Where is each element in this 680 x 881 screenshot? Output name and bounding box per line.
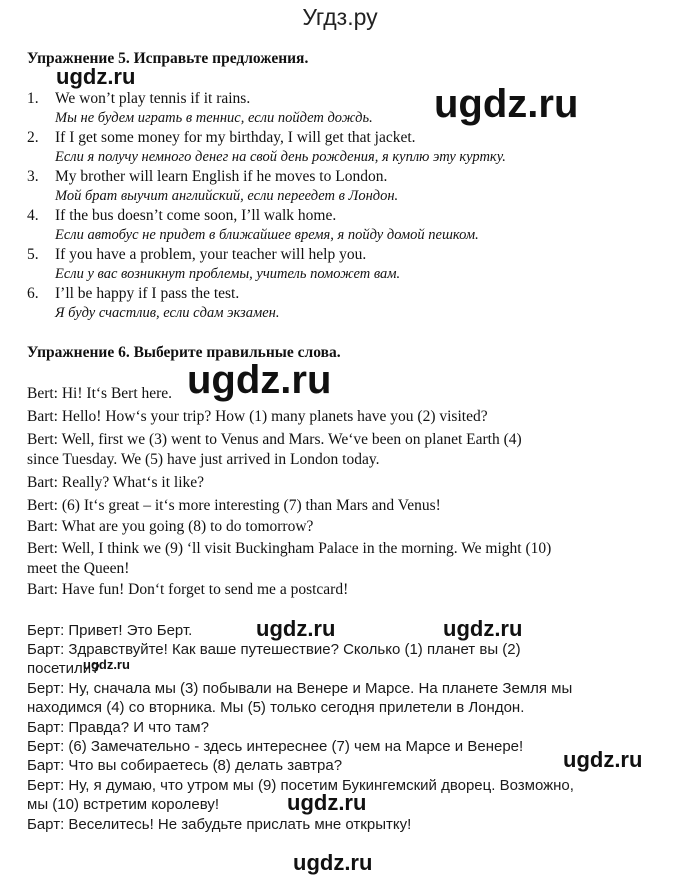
dialogue-line-english: Bart: What are you going (8) to do tomorrow? [27, 518, 314, 535]
site-header: Угдз.ру [302, 4, 378, 30]
dialogue-line-english: Bert: (6) It‘s great – it‘s more interesting (7) than Mars and Venus! [27, 497, 441, 514]
exercise-5-title: Упражнение 5. Исправьте предложения. [27, 50, 309, 67]
watermark: ugdz.ru [56, 64, 136, 89]
dialogue-line-russian: находимся (4) со вторника. Мы (5) только сегодня прилетели в Лондон. [27, 699, 525, 716]
item-number: 1. [27, 90, 39, 107]
watermark: ugdz.ru [256, 616, 336, 641]
item-number: 4. [27, 207, 39, 224]
dialogue-line-english: Bert: Well, first we (3) went to Venus and Mars. We‘ve been on planet Earth (4) [27, 431, 522, 448]
sentence-russian: Мой брат выучит английский, если переедет в Лондон. [55, 188, 399, 204]
sentence-english: My brother will learn English if he moves to London. [55, 168, 388, 185]
watermark: ugdz.ru [287, 790, 367, 815]
sentence-english: If I get some money for my birthday, I will get that jacket. [55, 129, 416, 146]
dialogue-line-russian: Барт: Что вы собираетесь (8) делать завтра? [27, 757, 343, 774]
sentence-russian: Если автобус не придет в ближайшее время, я пойду домой пешком. [55, 227, 479, 243]
dialogue-line-russian: мы (10) встретим королеву! [27, 796, 220, 813]
watermark: ugdz.ru [187, 358, 332, 402]
dialogue-line-english: Bart: Have fun! Don‘t forget to send me a postcard! [27, 581, 349, 598]
dialogue-line-english: Bert: Well, I think we (9) ‘ll visit Buckingham Palace in the morning. We might (10) [27, 540, 552, 557]
dialogue-line-english: Bert: Hi! It‘s Bert here. [27, 385, 173, 402]
sentence-russian: Если я получу немного денег на свой день рождения, я куплю эту куртку. [55, 149, 506, 165]
dialogue-line-russian: Берт: Ну, я думаю, что утром мы (9) посетим Букингемский дворец. Возможно, [27, 777, 574, 794]
watermark: ugdz.ru [293, 850, 373, 875]
sentence-russian: Я буду счастлив, если сдам экзамен. [55, 305, 280, 321]
sentence-english: If the bus doesn’t come soon, I’ll walk home. [55, 207, 337, 224]
dialogue-line-russian: посетили? [27, 660, 100, 677]
sentence-english: We won’t play tennis if it rains. [55, 90, 251, 107]
dialogue-line-russian: Барт: Правда? И что там? [27, 719, 209, 736]
watermark: ugdz.ru [434, 82, 579, 126]
watermark: ugdz.ru [83, 657, 130, 672]
sentence-english: I’ll be happy if I pass the test. [55, 285, 240, 302]
sentence-russian: Если у вас возникнут проблемы, учитель поможет вам. [55, 266, 401, 282]
dialogue-line-english: since Tuesday. We (5) have just arrived in London today. [27, 451, 380, 468]
watermark: ugdz.ru [443, 616, 523, 641]
watermark: ugdz.ru [563, 747, 643, 772]
exercise-6-title: Упражнение 6. Выберите правильные слова. [27, 344, 341, 361]
item-number: 6. [27, 285, 39, 302]
sentence-english: If you have a problem, your teacher will help you. [55, 246, 367, 263]
dialogue-line-english: Bart: Really? What‘s it like? [27, 474, 205, 491]
sentence-russian: Мы не будем играть в теннис, если пойдет дождь. [55, 110, 373, 126]
dialogue-line-russian: Барт: Веселитесь! Не забудьте прислать мне открытку! [27, 816, 412, 833]
dialogue-line-russian: Барт: Здравствуйте! Как ваше путешествие? Сколько (1) планет вы (2) [27, 641, 521, 658]
item-number: 5. [27, 246, 39, 263]
dialogue-line-english: meet the Queen! [27, 560, 130, 577]
dialogue-line-russian: Берт: Ну, сначала мы (3) побывали на Венере и Марсе. На планете Земля мы [27, 680, 573, 697]
dialogue-line-russian: Берт: (6) Замечательно - здесь интереснее (7) чем на Марсе и Венере! [27, 738, 524, 755]
item-number: 2. [27, 129, 39, 146]
dialogue-line-russian: Берт: Привет! Это Берт. [27, 622, 193, 639]
item-number: 3. [27, 168, 39, 185]
dialogue-line-english: Bart: Hello! How‘s your trip? How (1) many planets have you (2) visited? [27, 408, 488, 425]
